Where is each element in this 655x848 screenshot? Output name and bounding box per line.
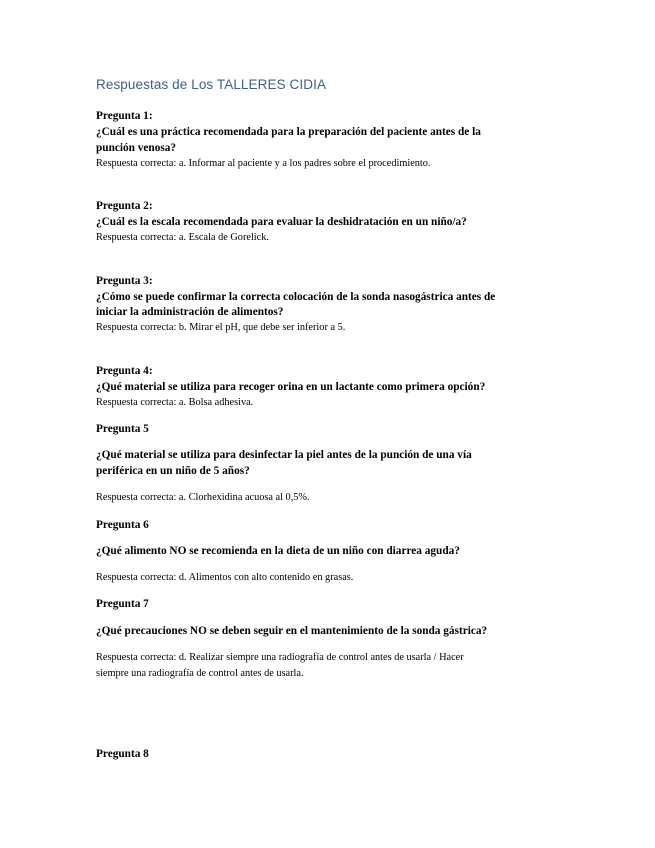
- question-text: ¿Qué material se utiliza para recoger orina en un lactante como primera opción?: [96, 381, 486, 393]
- answer-text: Respuesta correcta: d. Alimentos con alto contenido en grasas.: [96, 572, 354, 583]
- answer-text: Respuesta correcta: b. Mirar el pH, que debe ser inferior a 5.: [96, 322, 346, 333]
- question-text: punción venosa?: [96, 142, 177, 154]
- question-text: ¿Qué alimento NO se recomienda en la dieta de un niño con diarrea aguda?: [96, 545, 460, 557]
- question-text: ¿Cómo se puede confirmar la correcta colocación de la sonda nasogástrica antes de: [96, 291, 496, 303]
- answer-text: Respuesta correcta: a. Clorhexidina acuosa al 0,5%.: [96, 492, 310, 503]
- question-text: iniciar la administración de alimentos?: [96, 306, 284, 318]
- question-label: Pregunta 7: [96, 598, 149, 610]
- answer-text: siempre una radiografía de control antes de usarla.: [96, 668, 304, 679]
- answer-text: Respuesta correcta: a. Escala de Gorelick.: [96, 232, 269, 243]
- answer-text: Respuesta correcta: a. Informar al paciente y a los padres sobre el procedimiento.: [96, 158, 431, 169]
- question-label: Pregunta 6: [96, 519, 149, 531]
- question-text: ¿Cuál es la escala recomendada para evaluar la deshidratación en un niño/a?: [96, 216, 467, 228]
- question-text: ¿Cuál es una práctica recomendada para la preparación del paciente antes de la: [96, 126, 481, 138]
- question-text: ¿Qué precauciones NO se deben seguir en el mantenimiento de la sonda gástrica?: [96, 625, 488, 637]
- question-label: Pregunta 8: [96, 748, 149, 760]
- question-label: Pregunta 5: [96, 423, 149, 435]
- question-text: periférica en un niño de 5 años?: [96, 465, 250, 477]
- question-label: Pregunta 1:: [96, 110, 153, 122]
- answer-text: Respuesta correcta: d. Realizar siempre una radiografía de control antes de usarla / Hacer: [96, 652, 464, 663]
- question-label: Pregunta 4:: [96, 365, 153, 377]
- answer-text: Respuesta correcta: a. Bolsa adhesiva.: [96, 397, 254, 408]
- question-text: ¿Qué material se utiliza para desinfectar la piel antes de la punción de una vía: [96, 449, 472, 461]
- question-label: Pregunta 2:: [96, 200, 153, 212]
- document-title: Respuestas de Los TALLERES CIDIA: [96, 77, 327, 92]
- question-label: Pregunta 3:: [96, 275, 153, 287]
